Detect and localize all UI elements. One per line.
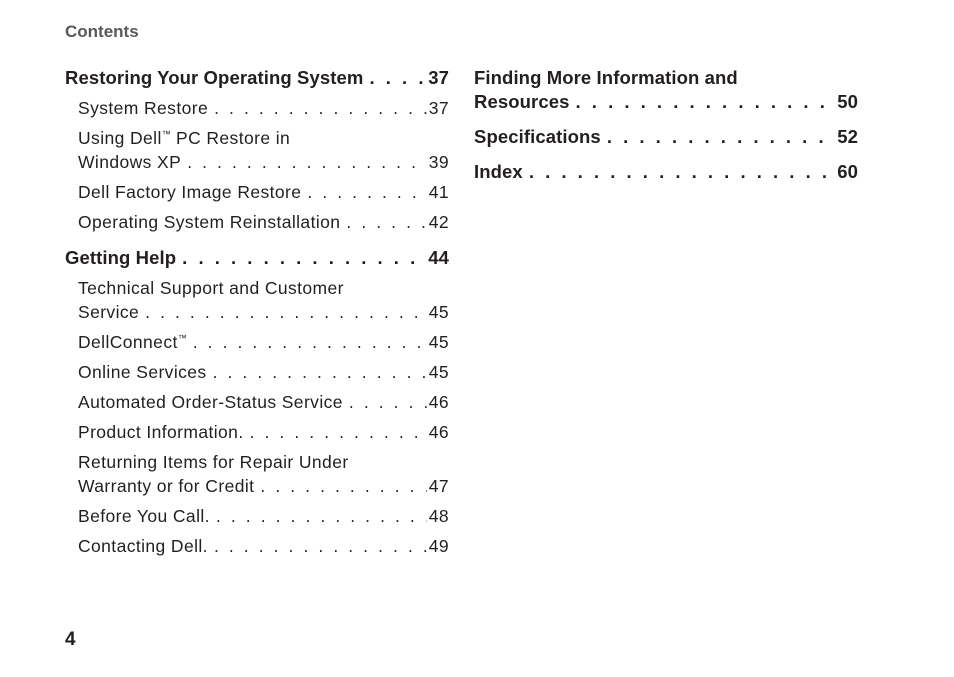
toc-entry-system-restore[interactable] (65, 96, 449, 120)
toc-page-number: 46 (428, 392, 449, 412)
toc-entry-title: Before You Call. (78, 506, 210, 526)
toc-page-number: 60 (837, 161, 858, 182)
toc-entry-title: Contacting Dell. (78, 536, 208, 556)
dot-leader (182, 246, 426, 270)
toc-page-number: 37 (428, 67, 449, 88)
toc-entry-title: DellConnect™ (78, 332, 187, 352)
toc-entry-title-line1: Technical Support and Customer (78, 278, 344, 298)
toc-entry-product-info[interactable] (65, 420, 449, 444)
dot-leader (214, 96, 427, 120)
toc-entry-tech-support[interactable] (65, 276, 449, 324)
toc-page-number: 44 (428, 247, 449, 268)
dot-leader (607, 125, 835, 149)
toc-entry-title: Index (474, 161, 523, 182)
dot-leader (187, 150, 427, 174)
toc-entry-restoring-os[interactable] (65, 66, 449, 90)
running-header: Contents (65, 22, 139, 41)
toc-page-number: 41 (428, 182, 449, 202)
dot-leader (349, 390, 427, 414)
toc-entry-title: Automated Order-Status Service (78, 392, 343, 412)
trademark-symbol: ™ (177, 333, 187, 344)
toc-entry-title: System Restore (78, 98, 209, 118)
toc-entry-title-line2: Windows XP (78, 152, 182, 172)
toc-entry-title: Product Information. (78, 422, 244, 442)
toc-entry-title: Dell Factory Image Restore (78, 182, 302, 202)
dot-leader (529, 160, 835, 184)
toc-right-column (474, 66, 858, 184)
dot-leader (250, 420, 427, 444)
toc-entry-index[interactable] (474, 160, 858, 184)
toc-page-number: 49 (428, 536, 449, 556)
toc-entry-title-line1: Finding More Information and (474, 67, 738, 88)
toc-entry-title: Restoring Your Operating System (65, 67, 364, 88)
toc-page-number: 45 (428, 332, 449, 352)
toc-entry-online-services[interactable] (65, 360, 449, 384)
dot-leader (369, 66, 426, 90)
toc-page-number: 47 (428, 476, 449, 496)
toc-entry-title-line1: Using Dell™ PC Restore in (78, 128, 291, 148)
dot-leader (576, 90, 836, 114)
toc-entry-getting-help[interactable] (65, 246, 449, 270)
dot-leader (260, 474, 426, 498)
toc-entry-title-line1: Returning Items for Repair Under (78, 452, 349, 472)
toc-page-number: 42 (428, 212, 449, 232)
toc-entry-returning-items[interactable] (65, 450, 449, 498)
toc-page-number: 50 (837, 91, 858, 112)
toc-entry-before-you-call[interactable] (65, 504, 449, 528)
toc-entry-title-line2: Service (78, 302, 140, 322)
trademark-symbol: ™ (161, 129, 171, 140)
dot-leader (214, 534, 427, 558)
dot-leader (346, 210, 426, 234)
toc-page-number: 45 (428, 362, 449, 382)
toc-entry-title-line2: Resources (474, 91, 570, 112)
dot-leader (216, 504, 427, 528)
toc-entry-title: Getting Help (65, 247, 177, 268)
toc-entry-pc-restore[interactable] (65, 126, 449, 174)
toc-page-number: 37 (428, 98, 449, 118)
toc-entry-title: Online Services (78, 362, 207, 382)
toc-left-column (65, 66, 449, 558)
toc-entry-title: Operating System Reinstallation (78, 212, 341, 232)
toc-page-number: 46 (428, 422, 449, 442)
toc-entry-finding-more-info[interactable] (474, 66, 858, 114)
toc-entry-order-status[interactable] (65, 390, 449, 414)
toc-entry-factory-image[interactable] (65, 180, 449, 204)
toc-page-number: 45 (428, 302, 449, 322)
dot-leader (307, 180, 426, 204)
toc-entry-os-reinstall[interactable] (65, 210, 449, 234)
toc-entry-specifications[interactable] (474, 125, 858, 149)
toc-entry-title-line2: Warranty or for Credit (78, 476, 255, 496)
toc-page-number: 52 (837, 126, 858, 147)
toc-entry-dellconnect[interactable] (65, 330, 449, 354)
toc-page-number: 48 (428, 506, 449, 526)
toc-page-number: 39 (428, 152, 449, 172)
dot-leader (193, 330, 427, 354)
dot-leader (213, 360, 427, 384)
toc-entry-contacting-dell[interactable] (65, 534, 449, 558)
page-number: 4 (65, 629, 76, 650)
dot-leader (145, 300, 427, 324)
toc-entry-title: Specifications (474, 126, 601, 147)
